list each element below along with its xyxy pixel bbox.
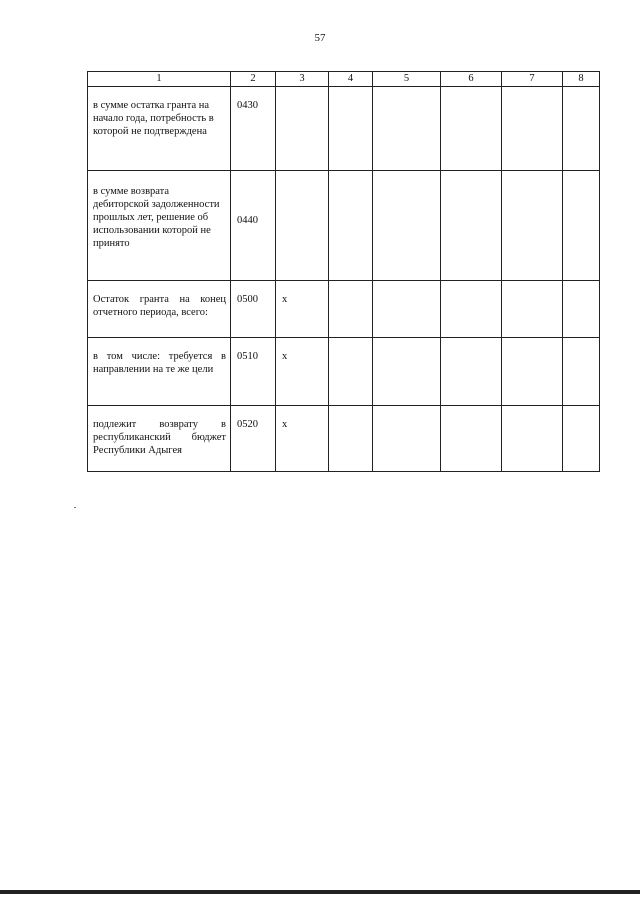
- row-col3: x: [276, 281, 329, 338]
- table-cell: [373, 281, 441, 338]
- row-col3: [276, 171, 329, 281]
- row-description: подлежит возврату в республиканский бюджет Республики Адыгея: [88, 406, 231, 472]
- header-row: [88, 72, 600, 87]
- column-header: 3: [276, 72, 329, 87]
- table-cell: [563, 406, 600, 472]
- column-header: 2: [231, 72, 276, 87]
- table-cell: [502, 406, 563, 472]
- table-cell: [563, 338, 600, 406]
- column-header: 6: [441, 72, 502, 87]
- table-cell: [373, 171, 441, 281]
- table-cell: [373, 87, 441, 171]
- row-code: 0500: [231, 281, 276, 338]
- table-cell: [329, 281, 373, 338]
- column-header: 8: [563, 72, 600, 87]
- row-col3: x: [276, 338, 329, 406]
- row-description: в сумме возврата дебиторской задолженности прошлых лет, решение об использовании которой не принято: [88, 171, 231, 281]
- column-header: 7: [502, 72, 563, 87]
- table-cell: [563, 281, 600, 338]
- table-cell: [441, 338, 502, 406]
- row-code: 0430: [231, 87, 276, 171]
- table-cell: [502, 338, 563, 406]
- row-code: 0510: [231, 338, 276, 406]
- table-row: [88, 87, 600, 171]
- table-cell: [502, 87, 563, 171]
- row-description: Остаток гранта на конец отчетного периода, всего:: [88, 281, 231, 338]
- table-cell: [441, 281, 502, 338]
- table-row: [88, 338, 600, 406]
- row-code: 0440: [231, 171, 276, 281]
- row-description: в сумме остатка гранта на начало года, потребность в которой не подтверждена: [88, 87, 231, 171]
- scan-border-bar: [0, 890, 640, 894]
- table-cell: [502, 281, 563, 338]
- page-number: 57: [314, 32, 326, 44]
- table-cell: [329, 338, 373, 406]
- table-cell: [563, 171, 600, 281]
- table-cell: [373, 338, 441, 406]
- table-cell: [441, 87, 502, 171]
- table-cell: [373, 406, 441, 472]
- column-header: 4: [329, 72, 373, 87]
- table-cell: [329, 171, 373, 281]
- table-row: [88, 171, 600, 281]
- row-code: 0520: [231, 406, 276, 472]
- table-row: [88, 406, 600, 472]
- table-cell: [329, 87, 373, 171]
- row-col3: [276, 87, 329, 171]
- table-cell: [502, 171, 563, 281]
- row-col3: x: [276, 406, 329, 472]
- table-cell: [329, 406, 373, 472]
- table-row: [88, 281, 600, 338]
- column-header: 5: [373, 72, 441, 87]
- table-cell: [563, 87, 600, 171]
- scan-speck: [74, 507, 76, 508]
- row-description: в том числе: требуется в направлении на те же цели: [88, 338, 231, 406]
- column-header: 1: [88, 72, 231, 87]
- table-cell: [441, 171, 502, 281]
- table-cell: [441, 406, 502, 472]
- report-table: [87, 71, 600, 472]
